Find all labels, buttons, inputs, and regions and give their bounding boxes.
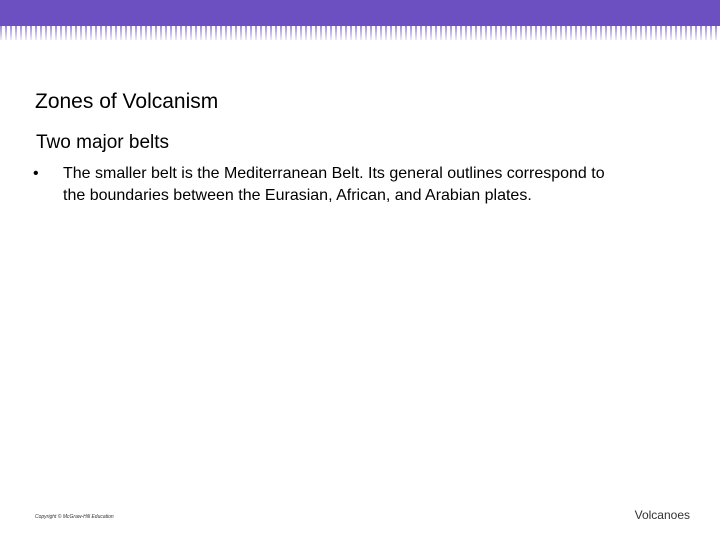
- bullet-marker: •: [33, 165, 39, 182]
- header-stripe-pattern: [0, 26, 720, 40]
- header-bar: [0, 0, 720, 26]
- copyright-notice: Copyright © McGraw-Hill Education: [35, 514, 114, 520]
- slide-title: Zones of Volcanism: [35, 90, 219, 113]
- bullet-text: The smaller belt is the Mediterranean Belt. Its general outlines correspond to the boundaries between the Eurasian, African, and Arabian plates.: [63, 165, 605, 204]
- slide-subtitle: Two major belts: [36, 132, 170, 153]
- footer-section-label: Volcanoes: [634, 508, 690, 522]
